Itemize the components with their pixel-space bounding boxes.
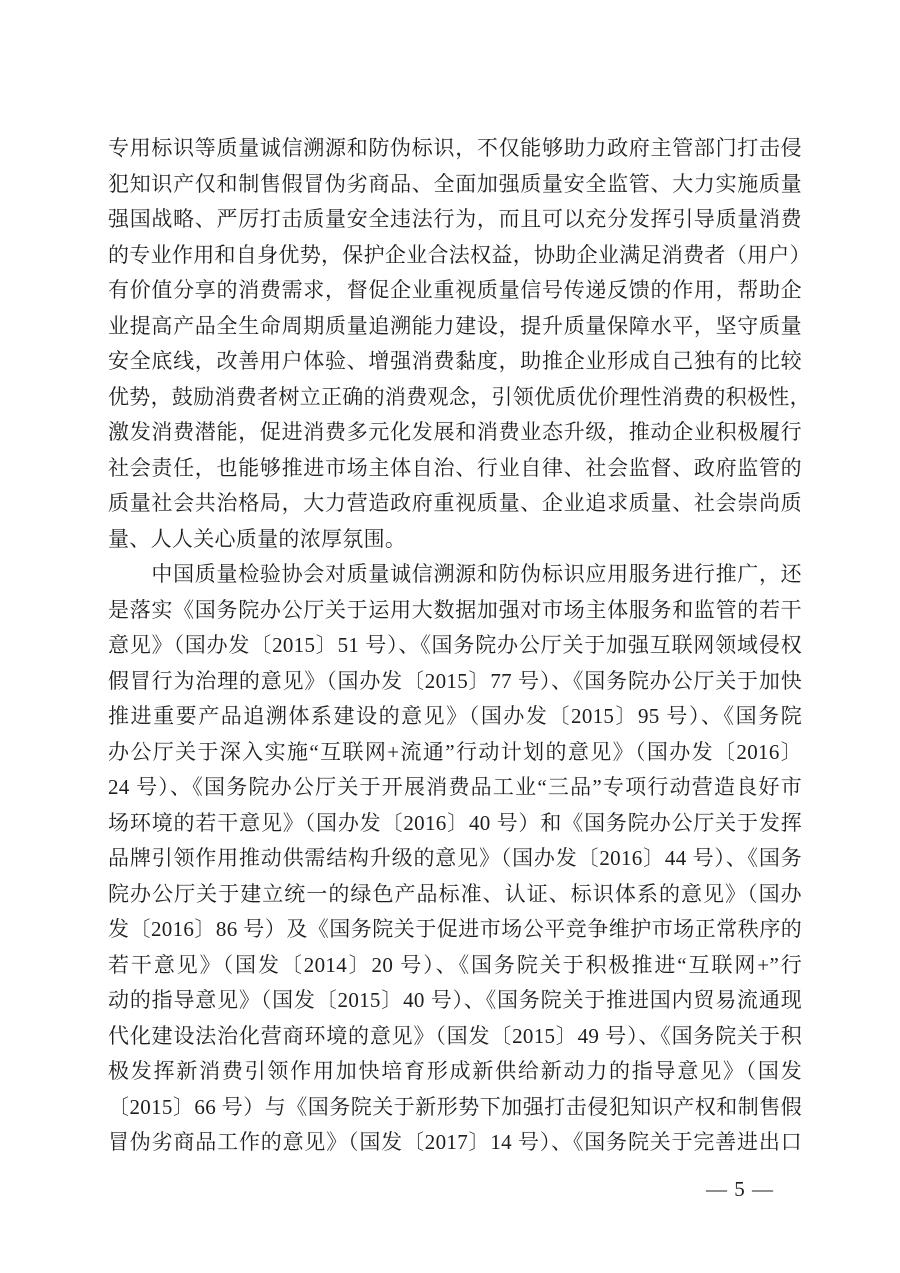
text-line: 院办公厅关于建立统一的绿色产品标准、认证、标识体系的意见》（国办 <box>108 881 802 906</box>
text-line: 激发消费潜能，促进消费多元化发展和消费业态升级，推动企业积极履行 <box>108 420 802 444</box>
text-line: 安全底线，改善用户体验、增强消费黏度，助推企业形成自己独有的比较 <box>108 349 802 373</box>
text-line: 假冒行为治理的意见》（国办发〔2015〕77 号）、《国务院办公厅关于加快 <box>108 668 802 693</box>
text-line: 办公厅关于深入实施“互联网+流通”行动计划的意见》（国办发〔2016〕 <box>108 739 802 764</box>
text-line: 犯知识产仅和制售假冒伪劣商品、全面加强质量安全监管、大力实施质量 <box>108 171 802 196</box>
text-line: 代化建设法治化营商环境的意见》（国发〔2015〕49 号）、《国务院关于积 <box>108 1023 802 1048</box>
text-line: 业提高产品全生命周期质量追溯能力建设，提升质量保障水平，坚守质量 <box>108 313 802 338</box>
text-line: 质量社会共治格局，大力营造政府重视质量、企业追求质量、社会崇尚质 <box>108 491 802 515</box>
text-block <box>108 131 811 1202</box>
text-line: 有价值分享的消费需求，督促企业重视质量信号传递反馈的作用，帮助企 <box>108 278 802 302</box>
text-line: 的专业作用和自身优势，保护企业合法权益，协助企业满足消费者（用户） <box>108 242 811 267</box>
text-line: 动的指导意见》（国发〔2015〕40 号）、《国务院关于推进国内贸易流通现 <box>108 988 802 1012</box>
text-line: 意见》（国办发〔2015〕51 号）、《国务院办公厅关于加强互联网领域侵权 <box>108 633 802 657</box>
text-line: 优势，鼓励消费者树立正确的消费观念，引领优质优价理性消费的积极性， <box>108 384 811 409</box>
text-line: 是落实《国务院办公厅关于运用大数据加强对市场主体服务和监管的若干 <box>108 597 802 622</box>
text-line: 场环境的若干意见》（国办发〔2016〕40 号）和《国务院办公厅关于发挥 <box>108 810 802 835</box>
text-line: 社会责任，也能够推进市场主体自治、行业自律、社会监督、政府监管的 <box>108 455 802 480</box>
page-number: — 5 — <box>706 1176 774 1201</box>
text-line: 极发挥新消费引领作用加快培育形成新供给新动力的指导意见》（国发 <box>108 1059 802 1083</box>
text-line: 强国战略、严厉打击质量安全违法行为，而且可以充分发挥引导质量消费 <box>108 207 802 231</box>
text-line: 品牌引领作用推动供需结构升级的意见》（国办发〔2016〕44 号）、《国务 <box>108 846 802 870</box>
text-line: 24 号）、《国务院办公厅关于开展消费品工业“三品”专项行动营造良好市 <box>108 775 802 799</box>
paragraph-policy-documents-list <box>108 557 802 1161</box>
text-line: 推进重要产品追溯体系建设的意见》（国办发〔2015〕95 号）、《国务院 <box>108 704 802 728</box>
paragraph-quality-traceability-benefits <box>108 131 811 557</box>
text-line: 〔2015〕66 号）与《国务院关于新形势下加强打击侵犯知识产权和制售假 <box>108 1094 802 1119</box>
text-line: 发〔2016〕86 号）及《国务院关于促进市场公平竞争维护市场正常秩序的 <box>108 917 802 941</box>
text-line: 若干意见》（国发〔2014〕20 号）、《国务院关于积极推进“互联网+”行 <box>108 952 802 977</box>
text-line: 量、人人关心质量的浓厚氛围。 <box>108 526 407 551</box>
text-line: 冒伪劣商品工作的意见》（国发〔2017〕14 号）、《国务院关于完善进出口 <box>108 1130 802 1154</box>
text-line: 中国质量检验协会对质量诚信溯源和防伪标识应用服务进行推广，还 <box>108 562 802 586</box>
text-line: 专用标识等质量诚信溯源和防伪标识，不仅能够助力政府主管部门打击侵 <box>108 136 802 160</box>
